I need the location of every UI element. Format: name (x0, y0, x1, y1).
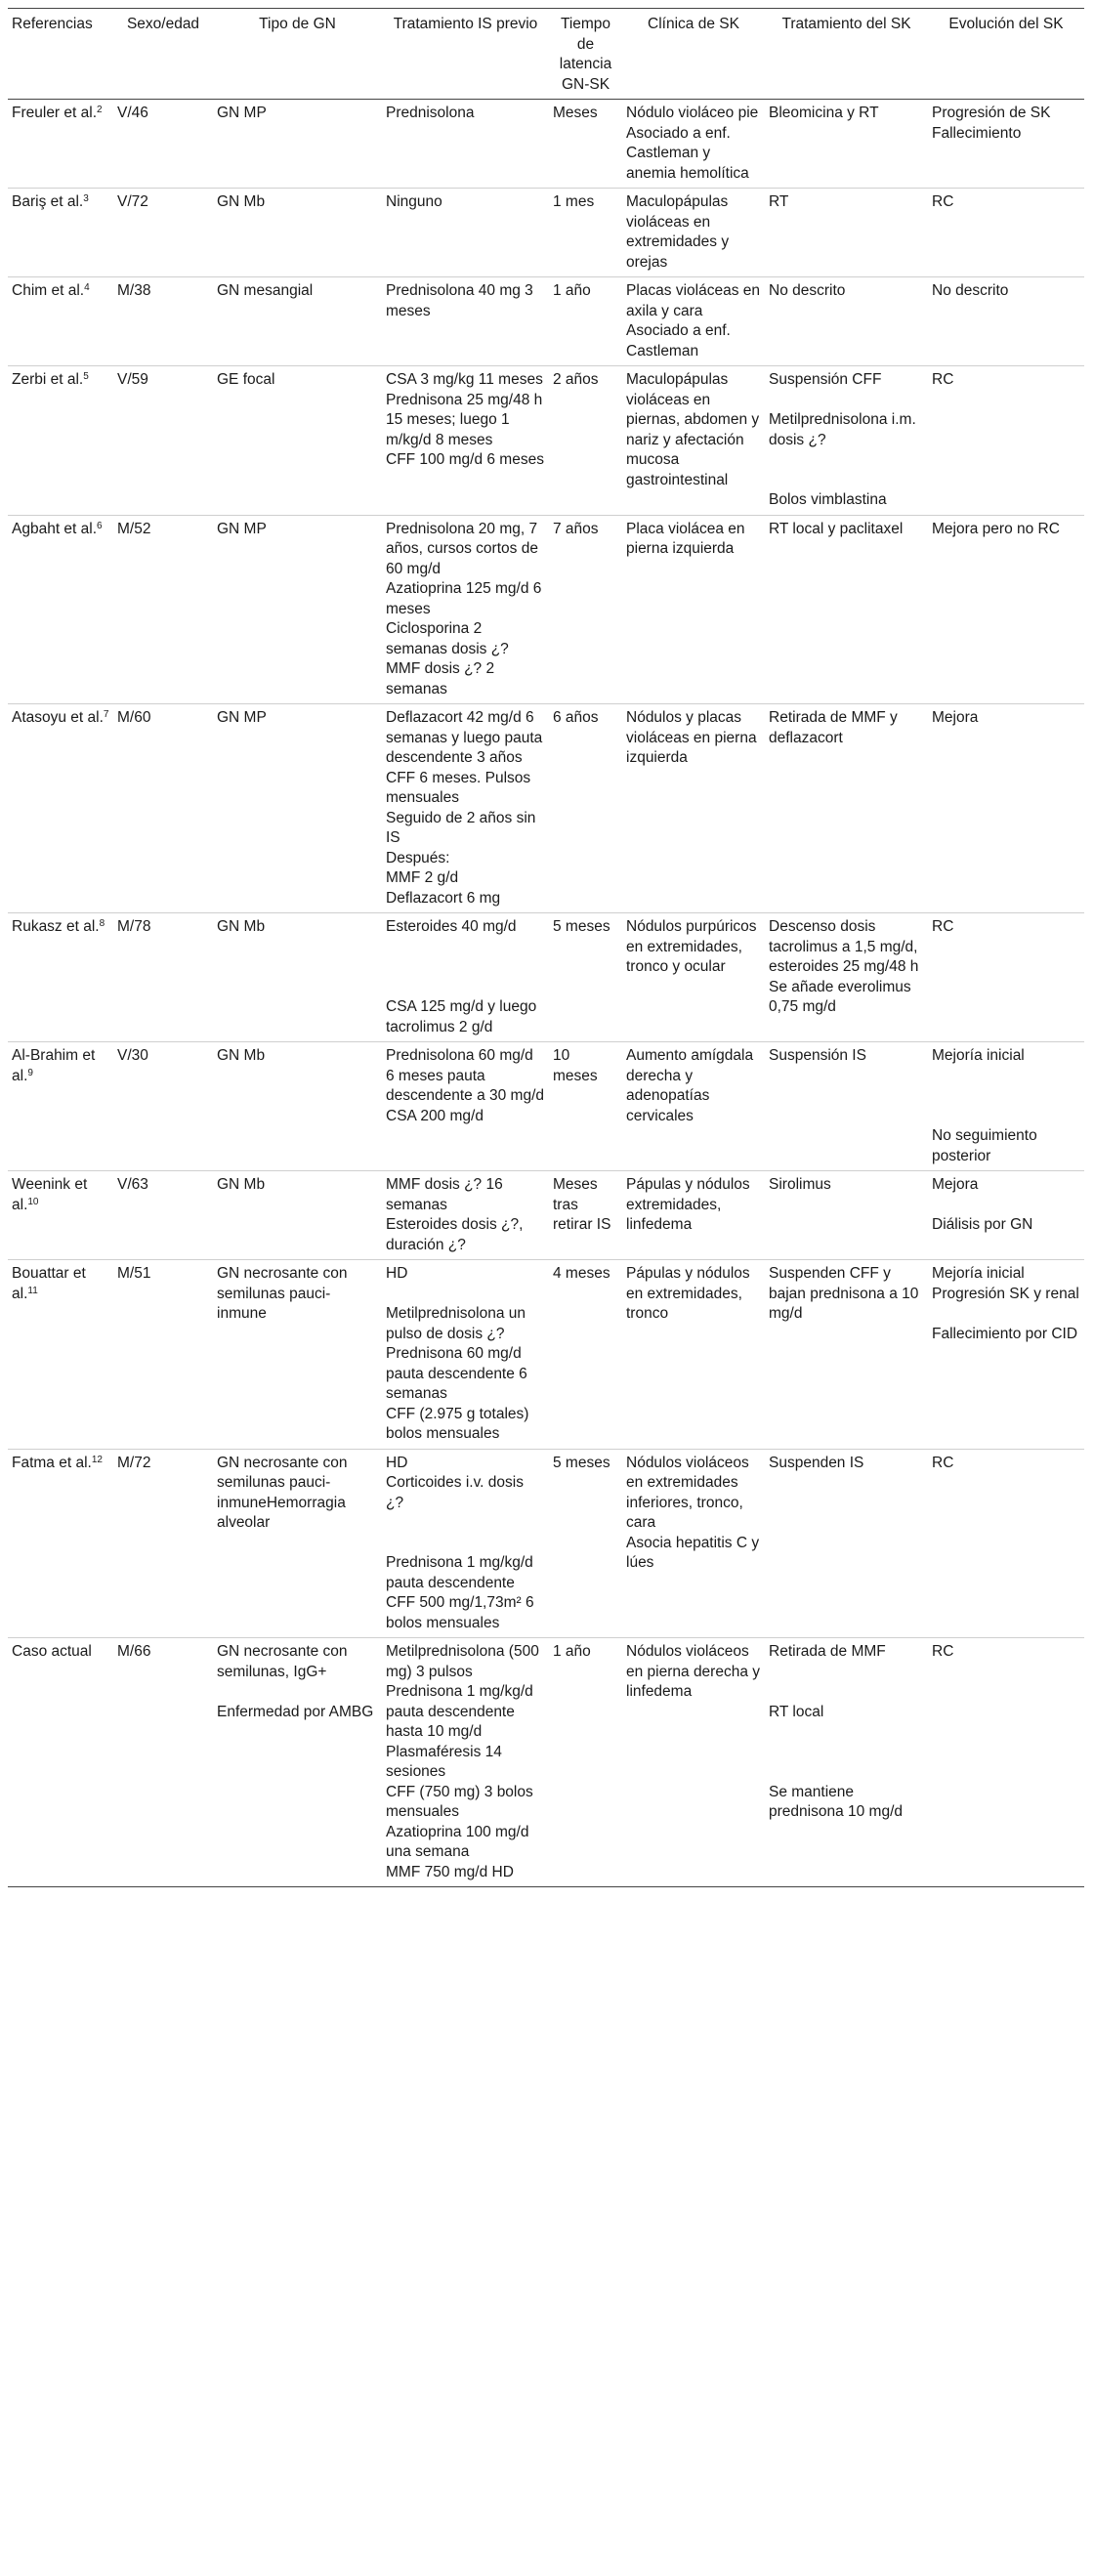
cell-tipo-gn (213, 515, 382, 704)
cell-evolucion-sk (928, 277, 1084, 366)
cell-clinica-sk-line: Maculopápulas violáceas en extremidades y orejas (626, 193, 734, 271)
cell-tratamiento-sk (765, 1042, 928, 1171)
cell-evolucion-sk-line (932, 1196, 1080, 1216)
cell-tratamiento-is-line: CFF 6 meses. Pulsos mensuales (386, 769, 535, 806)
cell-tratamiento-sk-line (769, 391, 924, 411)
cell-referencia (8, 1260, 113, 1450)
cell-evolucion-sk-line: No descrito (932, 282, 1009, 299)
reference-text: Weenink et al. (12, 1176, 88, 1213)
cell-clinica-sk-line: Nódulos y placas violáceas en pierna izquierda (626, 709, 761, 766)
cell-referencia (8, 277, 113, 366)
cell-tipo-gn (213, 1638, 382, 1887)
cell-clinica-sk-line: Maculopápulas violáceas en piernas, abdomen y nariz y afectación mucosa gastrointestinal (626, 371, 764, 488)
cell-latencia-line: Meses (553, 105, 598, 121)
table-row (8, 366, 1084, 516)
cell-clinica-sk (622, 189, 765, 277)
cell-tratamiento-is (382, 1171, 549, 1260)
cell-tipo-gn (213, 1260, 382, 1450)
cell-evolucion-sk (928, 704, 1084, 913)
cell-tratamiento-sk (765, 913, 928, 1042)
cell-tratamiento-is-line: Prednisona 60 mg/d pauta descendente 6 semanas (386, 1345, 532, 1402)
cell-tratamiento-sk (765, 1638, 928, 1887)
cell-tratamiento-is (382, 100, 549, 189)
cell-tipo-gn (213, 1171, 382, 1260)
cell-latencia-line: 1 año (553, 1643, 591, 1660)
cell-tratamiento-is-line: CFF 500 mg/1,73m² 6 bolos mensuales (386, 1594, 538, 1631)
cell-latencia (549, 277, 622, 366)
cell-tipo-gn-line: GN necrosante con semilunas pauci-inmune (217, 1265, 352, 1322)
cell-tratamiento-sk-line: Sirolimus (769, 1176, 831, 1193)
cell-tratamiento-sk (765, 515, 928, 704)
cell-evolucion-sk-line (932, 1107, 1080, 1127)
cell-clinica-sk-line: Nódulo violáceo pie (626, 105, 759, 121)
cell-latencia (549, 100, 622, 189)
cell-tratamiento-sk-line (769, 1663, 924, 1683)
data-table (8, 8, 1084, 1887)
cell-tratamiento-sk-line: Descenso dosis tacrolimus a 1,5 mg/d, esteroides 25 mg/48 h (769, 918, 922, 975)
cell-tipo-gn-line: GN Mb (217, 1047, 266, 1064)
cell-tratamiento-is-line: MMF dosis ¿? 2 semanas (386, 660, 499, 697)
cell-tratamiento-sk-line: Retirada de MMF (769, 1643, 886, 1660)
reference-number: 4 (84, 282, 90, 293)
cell-tratamiento-is-line: Esteroides dosis ¿?, duración ¿? (386, 1216, 527, 1253)
cell-tratamiento-sk (765, 189, 928, 277)
cell-sexo-edad: M/72 (113, 1449, 213, 1638)
cell-clinica-sk (622, 366, 765, 516)
table-row (8, 1042, 1084, 1171)
cell-sexo-edad: V/59 (113, 366, 213, 516)
cell-clinica-sk (622, 1171, 765, 1260)
cell-clinica-sk-line: Asociado a enf. Castleman y anemia hemolítica (626, 124, 749, 182)
reference-text: Chim et al. (12, 282, 85, 299)
cell-tratamiento-sk-line: No descrito (769, 282, 846, 299)
cell-latencia-line: 6 años (553, 709, 599, 726)
cell-tratamiento-is (382, 1449, 549, 1638)
reference-text: Caso actual (12, 1643, 92, 1660)
cell-tratamiento-is-line: Metilprednisolona un pulso de dosis ¿? (386, 1305, 530, 1342)
reference-text: Freuler et al. (12, 105, 98, 121)
cell-tratamiento-is-line: HD (386, 1265, 408, 1282)
cell-evolucion-sk-line: RC (932, 371, 954, 388)
cell-tratamiento-sk-line: Suspensión CFF (769, 371, 882, 388)
cell-sexo-edad: M/66 (113, 1638, 213, 1887)
cell-tratamiento-is-line: MMF dosis ¿? 16 semanas (386, 1176, 508, 1213)
cell-tratamiento-sk-line: Retirada de MMF y deflazacort (769, 709, 903, 746)
cell-latencia (549, 189, 622, 277)
cell-referencia (8, 1171, 113, 1260)
reference-text: Fatma et al. (12, 1454, 92, 1471)
cell-evolucion-sk-line: RC (932, 918, 954, 935)
cell-tratamiento-is-line: CSA 3 mg/kg 11 meses (386, 371, 543, 388)
table-row (8, 189, 1084, 277)
cell-evolucion-sk-line (932, 1067, 1080, 1087)
cell-sexo-edad: M/52 (113, 515, 213, 704)
reference-text: Bariş et al. (12, 193, 84, 210)
cell-tipo-gn (213, 1449, 382, 1638)
cell-tratamiento-is-line: Seguido de 2 años sin IS (386, 809, 540, 846)
cell-clinica-sk-line: Nódulos violáceos en extremidades inferiores, tronco, cara (626, 1454, 754, 1531)
cell-evolucion-sk (928, 913, 1084, 1042)
reference-text: Atasoyu et al. (12, 709, 104, 726)
cell-tipo-gn-line: GE focal (217, 371, 275, 388)
cell-tratamiento-is-line (386, 978, 545, 998)
reference-text: Al-Brahim et al. (12, 1047, 96, 1084)
cell-tratamiento-is (382, 704, 549, 913)
cell-sexo-edad: M/38 (113, 277, 213, 366)
cell-tratamiento-is-line: Ciclosporina 2 semanas dosis ¿? (386, 620, 509, 657)
reference-number: 12 (91, 1454, 103, 1465)
cell-latencia (549, 1449, 622, 1638)
cell-tipo-gn-line: GN MP (217, 709, 267, 726)
cell-referencia (8, 704, 113, 913)
cell-evolucion-sk-line: Mejora (932, 709, 979, 726)
cell-tratamiento-sk-line: Suspenden CFF y bajan prednisona a 10 mg/d (769, 1265, 923, 1322)
header-evolucion-sk: Evolución del SK (928, 9, 1084, 100)
reference-text: Agbaht et al. (12, 520, 98, 537)
cell-tratamiento-is (382, 515, 549, 704)
reference-number: 3 (83, 193, 89, 204)
cell-clinica-sk-line: Nódulos purpúricos en extremidades, tronco y ocular (626, 918, 761, 975)
table-row (8, 913, 1084, 1042)
cell-evolucion-sk-line: RC (932, 1643, 954, 1660)
cell-clinica-sk (622, 1449, 765, 1638)
cell-evolucion-sk (928, 100, 1084, 189)
cell-tipo-gn-line: GN necrosante con semilunas pauci-inmuneHemorragia alveolar (217, 1454, 352, 1531)
cell-tratamiento-is-line: Deflazacort 6 mg (386, 889, 501, 907)
cell-evolucion-sk-line: Mejora pero no RC (932, 520, 1060, 537)
reference-number: 2 (97, 105, 103, 115)
cell-sexo-edad: V/30 (113, 1042, 213, 1171)
cell-evolucion-sk-line: RC (932, 1454, 954, 1471)
cell-tratamiento-is-line: Prednisona 25 mg/48 h 15 meses; luego 1 m/kg/d 8 meses (386, 391, 547, 448)
cell-tratamiento-sk (765, 704, 928, 913)
header-referencias: Referencias (8, 9, 113, 100)
cell-tratamiento-is-line: Prednisolona 40 mg 3 meses (386, 282, 538, 319)
header-row (8, 9, 1084, 100)
cell-evolucion-sk (928, 1260, 1084, 1450)
cell-tipo-gn (213, 189, 382, 277)
cell-referencia (8, 366, 113, 516)
cell-evolucion-sk-line: No seguimiento posterior (932, 1127, 1042, 1164)
cell-referencia (8, 189, 113, 277)
header-tipo-gn: Tipo de GN (213, 9, 382, 100)
cell-latencia (549, 515, 622, 704)
cell-tratamiento-is-line: Corticoides i.v. dosis ¿? (386, 1474, 528, 1511)
cell-tratamiento-is-line: Deflazacort 42 mg/d 6 semanas y luego pauta descendente 3 años (386, 709, 547, 766)
cell-latencia-line: 2 años (553, 371, 599, 388)
reference-number: 8 (99, 918, 105, 929)
cell-latencia-line: 10 meses (553, 1047, 598, 1084)
cell-evolucion-sk (928, 1042, 1084, 1171)
cell-clinica-sk (622, 1260, 765, 1450)
cell-latencia-line: 4 meses (553, 1265, 610, 1282)
cell-latencia (549, 913, 622, 1042)
cell-tipo-gn (213, 913, 382, 1042)
reference-text: Bouattar et al. (12, 1265, 86, 1302)
reference-text: Rukasz et al. (12, 918, 100, 935)
cell-tipo-gn (213, 704, 382, 913)
cell-latencia (549, 704, 622, 913)
cell-tratamiento-sk-line (769, 1682, 924, 1703)
cell-tipo-gn (213, 366, 382, 516)
cell-tipo-gn-line: GN MP (217, 105, 267, 121)
cell-tratamiento-sk (765, 1260, 928, 1450)
cell-tratamiento-sk (765, 277, 928, 366)
cell-clinica-sk (622, 515, 765, 704)
cell-tratamiento-sk-line (769, 1762, 924, 1783)
cell-evolucion-sk-line: Mejora (932, 1176, 979, 1193)
reference-number: 6 (97, 520, 103, 531)
cell-evolucion-sk-line: Mejoría inicial (932, 1047, 1025, 1064)
cell-tratamiento-sk-line: Suspenden IS (769, 1454, 864, 1471)
cell-tratamiento-sk-line: Suspensión IS (769, 1047, 866, 1064)
cell-tratamiento-is-line: HD (386, 1454, 408, 1471)
cell-tipo-gn-line: GN Mb (217, 193, 266, 210)
table-row (8, 1260, 1084, 1450)
cell-tratamiento-is-line: Prednisona 1 mg/kg/d pauta descendente hasta 10 mg/d (386, 1683, 538, 1740)
cell-evolucion-sk (928, 1171, 1084, 1260)
cell-sexo-edad: M/51 (113, 1260, 213, 1450)
cell-tratamiento-sk-line: Bolos vimblastina (769, 491, 887, 508)
cell-clinica-sk-line: Placa violácea en pierna izquierda (626, 520, 749, 557)
cell-latencia-line: 7 años (553, 520, 599, 537)
table-body (8, 100, 1084, 1887)
cell-tratamiento-sk (765, 366, 928, 516)
cell-latencia-line: 5 meses (553, 918, 610, 935)
cell-tratamiento-is-line: Prednisolona 20 mg, 7 años, cursos cortos de 60 mg/d (386, 520, 543, 577)
cell-tipo-gn-line (217, 1682, 378, 1703)
cell-sexo-edad: V/72 (113, 189, 213, 277)
cell-tratamiento-is-line: Ninguno (386, 193, 442, 210)
cell-evolucion-sk-line: Fallecimiento (932, 124, 1022, 142)
cell-tratamiento-is-line: Prednisolona 60 mg/d 6 meses pauta descendente a 30 mg/d (386, 1047, 545, 1104)
cell-referencia (8, 1042, 113, 1171)
cell-tratamiento-is-line: Prednisolona (386, 105, 475, 121)
cell-latencia-line: Meses tras retirar IS (553, 1176, 611, 1233)
cell-referencia (8, 913, 113, 1042)
cell-tratamiento-is (382, 189, 549, 277)
cell-tratamiento-is (382, 1042, 549, 1171)
cell-tratamiento-is-line: MMF 2 g/d (386, 869, 459, 886)
cell-clinica-sk (622, 277, 765, 366)
cell-tratamiento-is-line (386, 938, 545, 958)
cell-tratamiento-is-line: Metilprednisolona (500 mg) 3 pulsos (386, 1643, 544, 1680)
table-row (8, 515, 1084, 704)
cell-tratamiento-is (382, 277, 549, 366)
table-row (8, 704, 1084, 913)
cell-latencia-line: 5 meses (553, 1454, 610, 1471)
cell-tratamiento-sk-line: Se mantiene prednisona 10 mg/d (769, 1783, 904, 1820)
cell-latencia-line: 1 mes (553, 193, 595, 210)
cell-tratamiento-is-line (386, 1534, 545, 1554)
cell-tratamiento-sk (765, 1449, 928, 1638)
cell-tratamiento-sk-line: RT (769, 193, 789, 210)
cell-tipo-gn-line: GN Mb (217, 918, 266, 935)
table-header (8, 9, 1084, 100)
cell-tratamiento-is-line: CFF 100 mg/d 6 meses (386, 451, 544, 468)
cell-referencia (8, 100, 113, 189)
cell-clinica-sk-line: Asocia hepatitis C y lúes (626, 1534, 764, 1571)
cell-latencia (549, 1638, 622, 1887)
cell-evolucion-sk-line: Fallecimiento por CID (932, 1325, 1078, 1342)
cell-tratamiento-is-line: Prednisona 1 mg/kg/d pauta descendente (386, 1554, 538, 1591)
reference-number: 11 (27, 1285, 38, 1296)
table-row (8, 1171, 1084, 1260)
cell-evolucion-sk (928, 366, 1084, 516)
cell-tipo-gn (213, 100, 382, 189)
reference-number: 9 (27, 1067, 33, 1078)
cell-clinica-sk-line: Asociado a enf. Castleman (626, 322, 736, 359)
cell-evolucion-sk (928, 1638, 1084, 1887)
cell-tratamiento-is-line (386, 957, 545, 978)
header-tiempo-latencia: Tiempo de latencia GN-SK (549, 9, 622, 100)
cell-tratamiento-is-line: CFF (750 mg) 3 bolos mensuales (386, 1783, 538, 1820)
cell-tratamiento-is (382, 1638, 549, 1887)
cell-tratamiento-is-line: Azatioprina 125 mg/d 6 meses (386, 580, 546, 617)
cell-tratamiento-is-line: Plasmaféresis 14 sesiones (386, 1743, 507, 1780)
cell-tratamiento-sk (765, 1171, 928, 1260)
cell-evolucion-sk-line (932, 1086, 1080, 1107)
cell-clinica-sk-line: Placas violáceas en axila y cara (626, 282, 765, 319)
table-row (8, 100, 1084, 189)
cell-referencia (8, 515, 113, 704)
cell-tipo-gn-line: GN MP (217, 520, 267, 537)
cell-tratamiento-is (382, 1260, 549, 1450)
cell-tratamiento-sk-line: Metilprednisolona i.m. dosis ¿? (769, 411, 921, 448)
reference-number: 10 (27, 1196, 39, 1207)
cell-tipo-gn-line: Enfermedad por AMBG (217, 1703, 374, 1720)
reference-text: Zerbi et al. (12, 371, 84, 388)
cell-tipo-gn (213, 1042, 382, 1171)
cell-tratamiento-is-line (386, 1513, 545, 1534)
cell-tratamiento-sk-line (769, 1722, 924, 1743)
cell-tratamiento-sk-line (769, 450, 924, 471)
table-row (8, 277, 1084, 366)
cell-tratamiento-sk-line: Se añade everolimus 0,75 mg/d (769, 978, 915, 1015)
cell-latencia (549, 1171, 622, 1260)
header-sexo-edad: Sexo/edad (113, 9, 213, 100)
header-tratamiento-sk: Tratamiento del SK (765, 9, 928, 100)
cell-evolucion-sk-line: Progresión de SK (932, 105, 1051, 121)
header-clinica-sk: Clínica de SK (622, 9, 765, 100)
cell-tratamiento-sk-line (769, 1743, 924, 1763)
cell-sexo-edad: V/46 (113, 100, 213, 189)
cell-sexo-edad: M/60 (113, 704, 213, 913)
cell-clinica-sk-line: Nódulos violáceos en pierna derecha y linfedema (626, 1643, 765, 1700)
table-row (8, 1449, 1084, 1638)
cell-clinica-sk (622, 1638, 765, 1887)
cell-tratamiento-is-line: Esteroides 40 mg/d (386, 918, 517, 935)
cell-evolucion-sk-line (932, 1304, 1080, 1325)
cell-clinica-sk-line: Aumento amígdala derecha y adenopatías cervicales (626, 1047, 758, 1124)
cell-sexo-edad: M/78 (113, 913, 213, 1042)
cell-tratamiento-is-line: CFF (2.975 g totales) bolos mensuales (386, 1405, 533, 1442)
cell-evolucion-sk-line: Diálisis por GN (932, 1216, 1033, 1233)
cell-referencia (8, 1449, 113, 1638)
cell-tipo-gn-line: GN Mb (217, 1176, 266, 1193)
reference-number: 7 (103, 709, 109, 720)
cell-tipo-gn-line: GN mesangial (217, 282, 314, 299)
cell-tipo-gn (213, 277, 382, 366)
cell-tipo-gn-line: GN necrosante con semilunas, IgG+ (217, 1643, 352, 1680)
cell-evolucion-sk (928, 1449, 1084, 1638)
cell-tratamiento-sk-line: RT local y paclitaxel (769, 520, 904, 537)
cell-referencia (8, 1638, 113, 1887)
cell-clinica-sk (622, 913, 765, 1042)
table-row (8, 1638, 1084, 1887)
header-tratamiento-is: Tratamiento IS previo (382, 9, 549, 100)
cell-clinica-sk (622, 100, 765, 189)
cell-tratamiento-is-line: Después: (386, 849, 450, 866)
cell-tratamiento-is (382, 913, 549, 1042)
reference-number: 5 (83, 371, 89, 382)
cell-tratamiento-is (382, 366, 549, 516)
cell-tratamiento-is-line (386, 1285, 545, 1305)
cell-evolucion-sk (928, 515, 1084, 704)
cell-tratamiento-sk (765, 100, 928, 189)
cell-sexo-edad: V/63 (113, 1171, 213, 1260)
table-wrapper (8, 8, 1084, 1887)
cell-latencia (549, 1260, 622, 1450)
cell-clinica-sk (622, 704, 765, 913)
cell-latencia (549, 1042, 622, 1171)
cell-latencia (549, 366, 622, 516)
cell-clinica-sk-line: Pápulas y nódulos extremidades, linfedema (626, 1176, 754, 1233)
cell-tratamiento-sk-line (769, 471, 924, 491)
cell-tratamiento-is-line: Azatioprina 100 mg/d una semana (386, 1823, 533, 1860)
cell-latencia-line: 1 año (553, 282, 591, 299)
cell-evolucion-sk-line: RC (932, 193, 954, 210)
cell-tratamiento-is-line: MMF 750 mg/d HD (386, 1863, 514, 1880)
cell-tratamiento-is-line: CSA 125 mg/d y luego tacrolimus 2 g/d (386, 998, 541, 1035)
cell-tratamiento-is-line: CSA 200 mg/d (386, 1107, 484, 1124)
cell-clinica-sk-line: Pápulas y nódulos en extremidades, tronco (626, 1265, 754, 1322)
cell-tratamiento-sk-line: RT local (769, 1703, 824, 1720)
cell-clinica-sk (622, 1042, 765, 1171)
cell-evolucion-sk-line: Mejoría inicial (932, 1265, 1025, 1282)
cell-evolucion-sk-line: Progresión SK y renal (932, 1285, 1079, 1302)
cell-tratamiento-sk-line: Bleomicina y RT (769, 105, 879, 121)
cell-evolucion-sk (928, 189, 1084, 277)
